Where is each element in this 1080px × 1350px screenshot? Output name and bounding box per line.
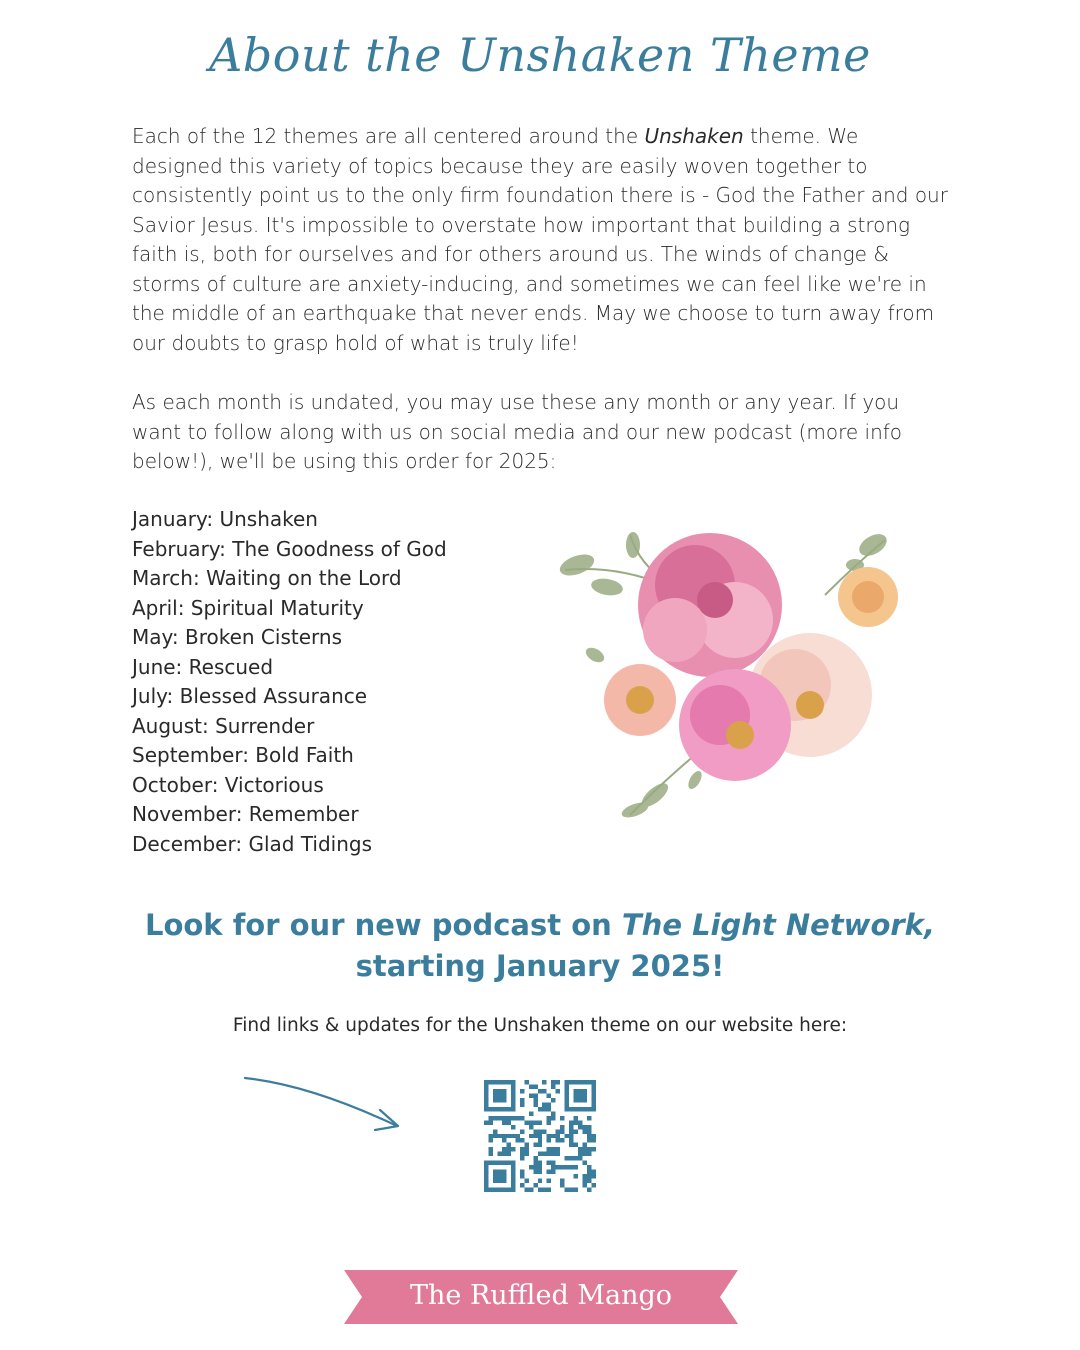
order-paragraph: As each month is undated, you may use these any month or any year. If you want to follow along with us on social media and our new podcast (more info below!), we'll be using this order for 2025: [132, 390, 903, 473]
podcast-text: Look for our new podcast on [144, 908, 622, 942]
intro-text-end: theme. We designed this variety of topics because they are easily woven together to consistently point us to the only firm foundation there is - God the Father and our Savior Jesus. It's impossible to overstate how important that building a strong faith is, both for ourselves and for others around us. The winds of change & storms of culture are anxiety-inducing, and sometimes we can feel like we're in the middle of an earthquake that never ends. May we choose to turn away from our doubts to grasp hold of what is truly life! [132, 124, 948, 355]
intro-emphasis: Unshaken [644, 124, 744, 148]
month-item-september: September: Bold Faith [132, 743, 354, 767]
podcast-line-2: starting January 2025! [355, 949, 725, 983]
find-links-text: Find links & updates for the Unshaken theme on our website here: [232, 1015, 848, 1036]
intro-text-start: Each of the 12 themes are all centered around the [132, 124, 645, 148]
month-item-july: July: Blessed Assurance [132, 684, 368, 708]
month-item-february: February: The Goodness of God [132, 536, 447, 561]
podcast-announcement [0, 905, 1080, 987]
month-item-december: December: Glad Tidings [132, 831, 373, 856]
curved-arrow-icon [240, 1070, 410, 1140]
month-item-march: March: Waiting on the Lord [132, 566, 402, 590]
month-item-november: November: Remember [132, 802, 359, 826]
month-item-january: January: Unshaken [132, 507, 318, 531]
podcast-network-name: The Light Network, [621, 908, 935, 942]
flower-bouquet-icon [555, 525, 915, 825]
month-item-april: April: Spiritual Maturity [132, 595, 364, 620]
month-themes-list [132, 505, 447, 859]
qr-code-icon[interactable] [484, 1080, 596, 1192]
month-item-may: May: Broken Cisterns [132, 625, 342, 649]
page-title: About the Unshaken Theme [209, 28, 871, 82]
podcast-line-1 [0, 905, 1080, 946]
month-item-june: June: Rescued [132, 654, 274, 679]
month-item-october: October: Victorious [132, 772, 324, 797]
brand-name: The Ruffled Mango [409, 1280, 672, 1311]
month-item-august: August: Surrender [132, 713, 315, 738]
intro-paragraph [132, 122, 952, 358]
